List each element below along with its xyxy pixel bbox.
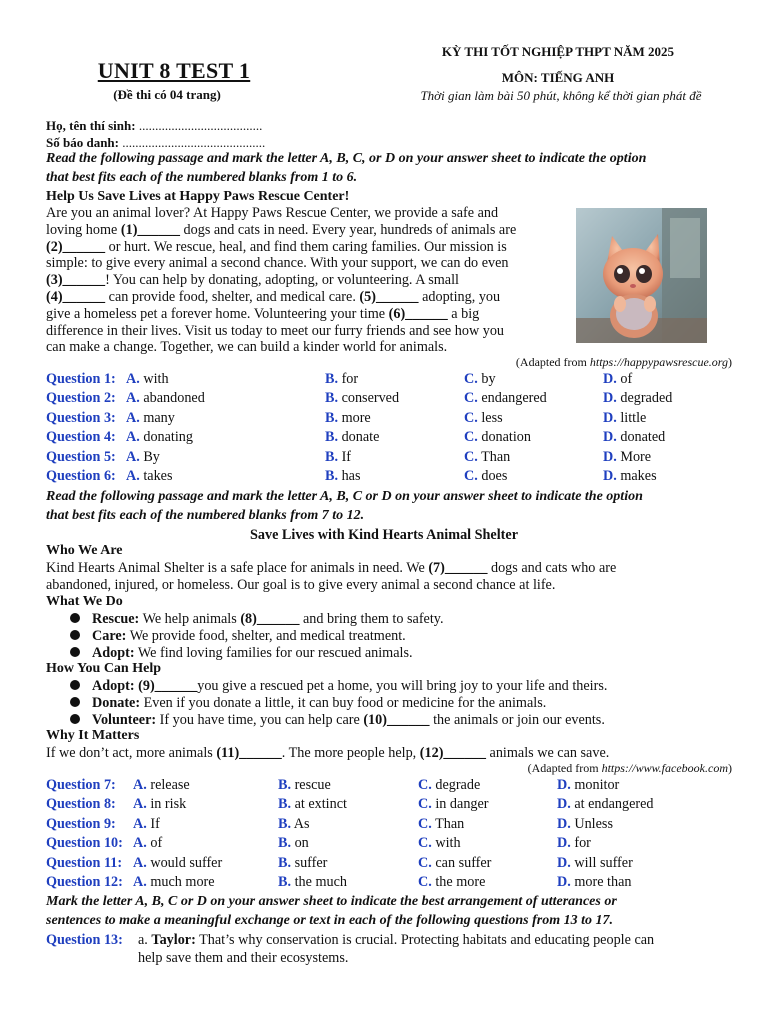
option-letter: D. [603, 409, 617, 426]
option-c[interactable] [418, 777, 480, 794]
passage-line: (4)______ can provide food, shelter, and medical care. (5)______ adopting, you [46, 288, 501, 305]
option-letter: D. [557, 777, 571, 793]
option-letter: A. [133, 835, 147, 852]
option-letter: D. [603, 448, 617, 465]
option-letter: D. [603, 429, 617, 446]
question-label: Question 5: [46, 448, 116, 465]
why-text: If we don’t act, more animals (11)______. The more people help, (12)______ animals we can save. [46, 745, 610, 761]
option-text: monitor [574, 777, 620, 793]
option-text: in risk [150, 796, 187, 813]
instruction-2: Read the following passage and mark the letter A, B, C or D on your answer sheet to indicate the option that best fits each of the numbered blanks from 7 to 12. [46, 489, 643, 523]
option-text: endangered [481, 390, 547, 407]
option-b[interactable] [278, 796, 347, 813]
passage-line: Are you an animal lover? At Happy Paws Rescue Center, we provide a safe and [46, 205, 499, 221]
option-letter: B. [325, 371, 339, 387]
option-text: the more [435, 874, 486, 890]
option-text: in danger [435, 796, 489, 813]
question-label: Question 3: [46, 409, 116, 426]
option-letter: C. [464, 468, 478, 484]
exam-time: Thời gian làm bài 50 phút, không kể thời gian phát đề [420, 88, 702, 103]
option-letter: D. [603, 468, 617, 484]
bullet-item: Adopt: We find loving families for our rescued animals. [70, 645, 413, 662]
option-text: of [150, 835, 163, 852]
option-d[interactable] [557, 796, 654, 813]
option-letter: D. [603, 371, 617, 387]
option-letter: B. [325, 468, 339, 484]
bullet-icon [70, 697, 80, 707]
option-text: conserved [341, 390, 400, 407]
option-text: at endangered [574, 796, 654, 813]
option-c[interactable] [418, 874, 485, 891]
option-c[interactable] [464, 390, 547, 407]
option-text: with [143, 371, 169, 387]
option-a[interactable] [126, 468, 173, 485]
option-text: makes [620, 468, 657, 484]
who-heading: Who We Are [46, 543, 123, 558]
option-text: Than [481, 448, 511, 465]
source-note-2: (Adapted from https://www.facebook.com) [527, 761, 732, 775]
question-label: Question 8: [46, 796, 116, 813]
option-text: If [150, 815, 160, 832]
bullet-icon [70, 647, 80, 657]
option-letter: B. [325, 409, 339, 426]
option-text: rescue [294, 777, 331, 793]
option-text: of [620, 371, 633, 387]
option-letter: B. [278, 874, 292, 890]
option-letter: C. [418, 796, 432, 813]
option-a[interactable] [133, 855, 222, 872]
option-text: much more [150, 874, 215, 890]
option-c[interactable] [464, 468, 507, 485]
option-text: If [341, 448, 352, 465]
option-a[interactable] [133, 816, 160, 833]
option-text: abandoned [143, 390, 205, 407]
option-text: more [341, 409, 371, 426]
question-label: Question 4: [46, 429, 116, 446]
option-letter: A. [126, 409, 140, 426]
bullet-item: Adopt: (9)______you give a rescued pet a home, you will bring joy to your life and theirs. [70, 678, 607, 695]
option-letter: C. [464, 409, 478, 426]
question-label: Question 7: [46, 777, 116, 793]
option-letter: C. [464, 429, 478, 446]
option-text: donation [481, 429, 531, 446]
option-b[interactable] [278, 816, 310, 833]
option-text: will suffer [574, 854, 633, 871]
option-a[interactable] [126, 371, 169, 388]
option-b[interactable] [278, 835, 309, 852]
option-letter: A. [133, 777, 147, 793]
option-letter: C. [418, 854, 432, 871]
passage-line: (3)______! You can help by donating, adopting, or volunteering. A small [46, 272, 459, 289]
option-text: donating [143, 429, 193, 446]
option-letter: C. [418, 777, 432, 793]
option-letter: B. [278, 796, 292, 813]
passage-line: (2)______ or hurt. We rescue, heal, and find them caring families. Our mission is [46, 238, 507, 255]
bullet-icon [70, 613, 80, 623]
why-heading: Why It Matters [46, 728, 140, 743]
question-label: Question 2: [46, 390, 116, 407]
passage-line: can make a change. Together, we can build a kinder world for animals. [46, 339, 448, 356]
option-text: for [341, 371, 359, 387]
option-b[interactable] [325, 468, 360, 485]
option-d[interactable] [557, 777, 619, 794]
option-b[interactable] [278, 874, 347, 891]
option-letter: A. [126, 429, 140, 446]
option-letter: B. [278, 815, 292, 832]
bullet-icon [70, 680, 80, 690]
option-c[interactable] [464, 449, 510, 466]
exam-title: KỲ THI TỐT NGHIỆP THPT NĂM 2025 [441, 44, 675, 59]
question-label: Question 9: [46, 815, 116, 832]
option-a[interactable] [126, 390, 205, 407]
option-text: donated [620, 429, 666, 446]
option-text: degraded [620, 390, 673, 407]
instruction-1: Read the following passage and mark the letter A, B, C, or D on your answer sheet to indicate the option that best fits each of the numbered blanks from 1 to 6. [46, 151, 647, 185]
source-note-1: (Adapted from https://happypawsrescue.org) [515, 355, 732, 369]
option-letter: B. [325, 448, 339, 465]
option-letter: A. [133, 796, 147, 813]
option-text: By [143, 448, 160, 465]
option-text: release [150, 777, 190, 793]
option-a[interactable] [126, 449, 160, 466]
passage-2-title: Save Lives with Kind Hearts Animal Shelter [250, 527, 518, 543]
option-letter: A. [126, 468, 140, 484]
option-text: little [620, 409, 647, 426]
bullet-icon [70, 714, 80, 724]
option-b[interactable] [325, 390, 399, 407]
option-text: has [341, 468, 361, 484]
option-text: would suffer [150, 854, 223, 871]
option-text: the much [294, 874, 347, 890]
option-text: by [481, 371, 496, 387]
option-letter: B. [325, 390, 339, 407]
option-a[interactable] [126, 410, 175, 427]
passage-line: simple: to give every animal a second chance. With your support, we can do even [46, 255, 509, 272]
question-13 [46, 932, 123, 949]
option-c[interactable] [464, 429, 531, 446]
option-text: takes [143, 468, 173, 484]
option-c[interactable] [418, 816, 464, 833]
option-letter: C. [464, 371, 478, 387]
bullet-item: Rescue: We help animals (8)______ and bring them to safety. [70, 611, 444, 628]
option-letter: C. [464, 448, 478, 465]
option-letter: A. [133, 874, 147, 890]
option-letter: C. [418, 874, 432, 890]
option-d[interactable] [557, 835, 591, 852]
option-letter: D. [557, 835, 571, 852]
bullet-icon [70, 630, 80, 640]
question-label: Question 10: [46, 835, 123, 852]
option-text: with [435, 835, 461, 852]
option-text: many [143, 409, 175, 426]
option-a[interactable] [133, 835, 162, 852]
option-letter: A. [133, 815, 147, 832]
option-a[interactable] [133, 874, 215, 891]
option-letter: A. [133, 854, 147, 871]
exam-subject: MÔN: TIẾNG ANH [501, 70, 615, 85]
option-text: Unless [574, 815, 613, 832]
option-a[interactable] [126, 429, 193, 446]
option-text: less [481, 409, 503, 426]
option-c[interactable] [464, 371, 496, 388]
option-letter: D. [557, 854, 571, 871]
passage-1-title: Help Us Save Lives at Happy Paws Rescue Center! [46, 189, 350, 204]
option-d[interactable] [603, 371, 632, 388]
what-heading: What We Do [46, 594, 123, 609]
option-text: for [574, 835, 591, 852]
option-b[interactable] [325, 449, 351, 466]
option-text: suffer [294, 854, 328, 871]
option-text: As [293, 815, 310, 832]
question-label: Question 6: [46, 468, 116, 484]
option-letter: D. [603, 390, 617, 407]
option-letter: B. [278, 854, 292, 871]
bullet-item: Donate: Even if you donate a little, it can buy food or medicine for the animals. [70, 695, 546, 712]
question-13-option-a-cont: help save them and their ecosystems. [138, 950, 349, 966]
option-d[interactable] [603, 429, 665, 446]
option-letter: B. [325, 429, 339, 446]
kitten-image [576, 208, 707, 343]
option-b[interactable] [325, 429, 379, 446]
option-letter: D. [557, 874, 571, 890]
option-a[interactable] [133, 796, 186, 813]
option-text: does [481, 468, 508, 484]
option-d[interactable] [557, 855, 633, 872]
id-field: Số báo danh: ............................................ [46, 135, 266, 150]
passage-line: loving home (1)______ dogs and cats in need. Every year, hundreds of animals are [46, 221, 517, 238]
option-text: more than [574, 874, 632, 890]
option-letter: C. [418, 835, 432, 852]
page-count-note: (Đề thi có 04 trang) [113, 87, 221, 102]
option-letter: D. [557, 815, 571, 832]
option-d[interactable] [557, 816, 613, 833]
unit-title: UNIT 8 TEST 1 [97, 58, 251, 83]
option-letter: A. [126, 448, 140, 465]
option-letter: D. [557, 796, 571, 813]
question-label: Question 1: [46, 371, 116, 387]
question-label: Question 11: [46, 854, 123, 871]
question-label: Question 12: [46, 874, 123, 890]
option-d[interactable] [557, 874, 631, 891]
option-letter: C. [418, 815, 432, 832]
passage-line: give a homeless pet a forever home. Volunteering your time (6)______ a big [46, 305, 480, 322]
how-heading: How You Can Help [46, 661, 162, 676]
question-13-option-a: a. Taylor: That’s why conservation is crucial. Protecting habitats and educating people can [138, 932, 655, 948]
who-text: Kind Hearts Animal Shelter is a safe place for animals in need. We (7)______ dogs and cats who are abandoned, injured, or homeless. Our goal is to give every animal a second chance at life. [46, 560, 617, 593]
passage-1 [46, 205, 516, 356]
bullet-item: Volunteer: If you have time, you can help care (10)______ the animals or join our events. [70, 712, 605, 729]
option-b[interactable] [278, 855, 327, 872]
option-d[interactable] [603, 390, 672, 407]
option-d[interactable] [603, 449, 651, 466]
option-text: More [620, 448, 652, 465]
option-b[interactable] [325, 371, 358, 388]
option-b[interactable] [278, 777, 331, 794]
option-text: degrade [435, 777, 481, 793]
option-letter: A. [126, 390, 140, 407]
option-d[interactable] [603, 468, 657, 485]
option-c[interactable] [464, 410, 503, 427]
option-c[interactable] [418, 835, 461, 852]
option-c[interactable] [418, 855, 491, 872]
option-letter: C. [464, 390, 478, 407]
question-label: Question 13: [46, 932, 123, 948]
option-d[interactable] [603, 410, 646, 427]
name-field: Họ, tên thí sinh: ...................................... [46, 118, 263, 133]
option-letter: B. [278, 777, 292, 793]
option-letter: B. [278, 835, 292, 852]
option-text: on [294, 835, 309, 852]
option-c[interactable] [418, 796, 489, 813]
option-text: at extinct [294, 796, 347, 813]
option-letter: A. [126, 371, 140, 387]
bullet-item: Care: We provide food, shelter, and medical treatment. [70, 628, 406, 645]
option-text: Than [435, 815, 465, 832]
option-text: can suffer [435, 854, 492, 871]
option-a[interactable] [133, 777, 190, 794]
passage-line: difference in their lives. Visit us today to meet our furry friends and see how you [46, 322, 505, 339]
option-b[interactable] [325, 410, 371, 427]
instruction-3: Mark the letter A, B, C or D on your answer sheet to indicate the best arrangement of utterances or sentences to make a meaningful exchange or text in each of the following questions from 13 to 17. [46, 894, 617, 928]
option-text: donate [341, 429, 380, 446]
